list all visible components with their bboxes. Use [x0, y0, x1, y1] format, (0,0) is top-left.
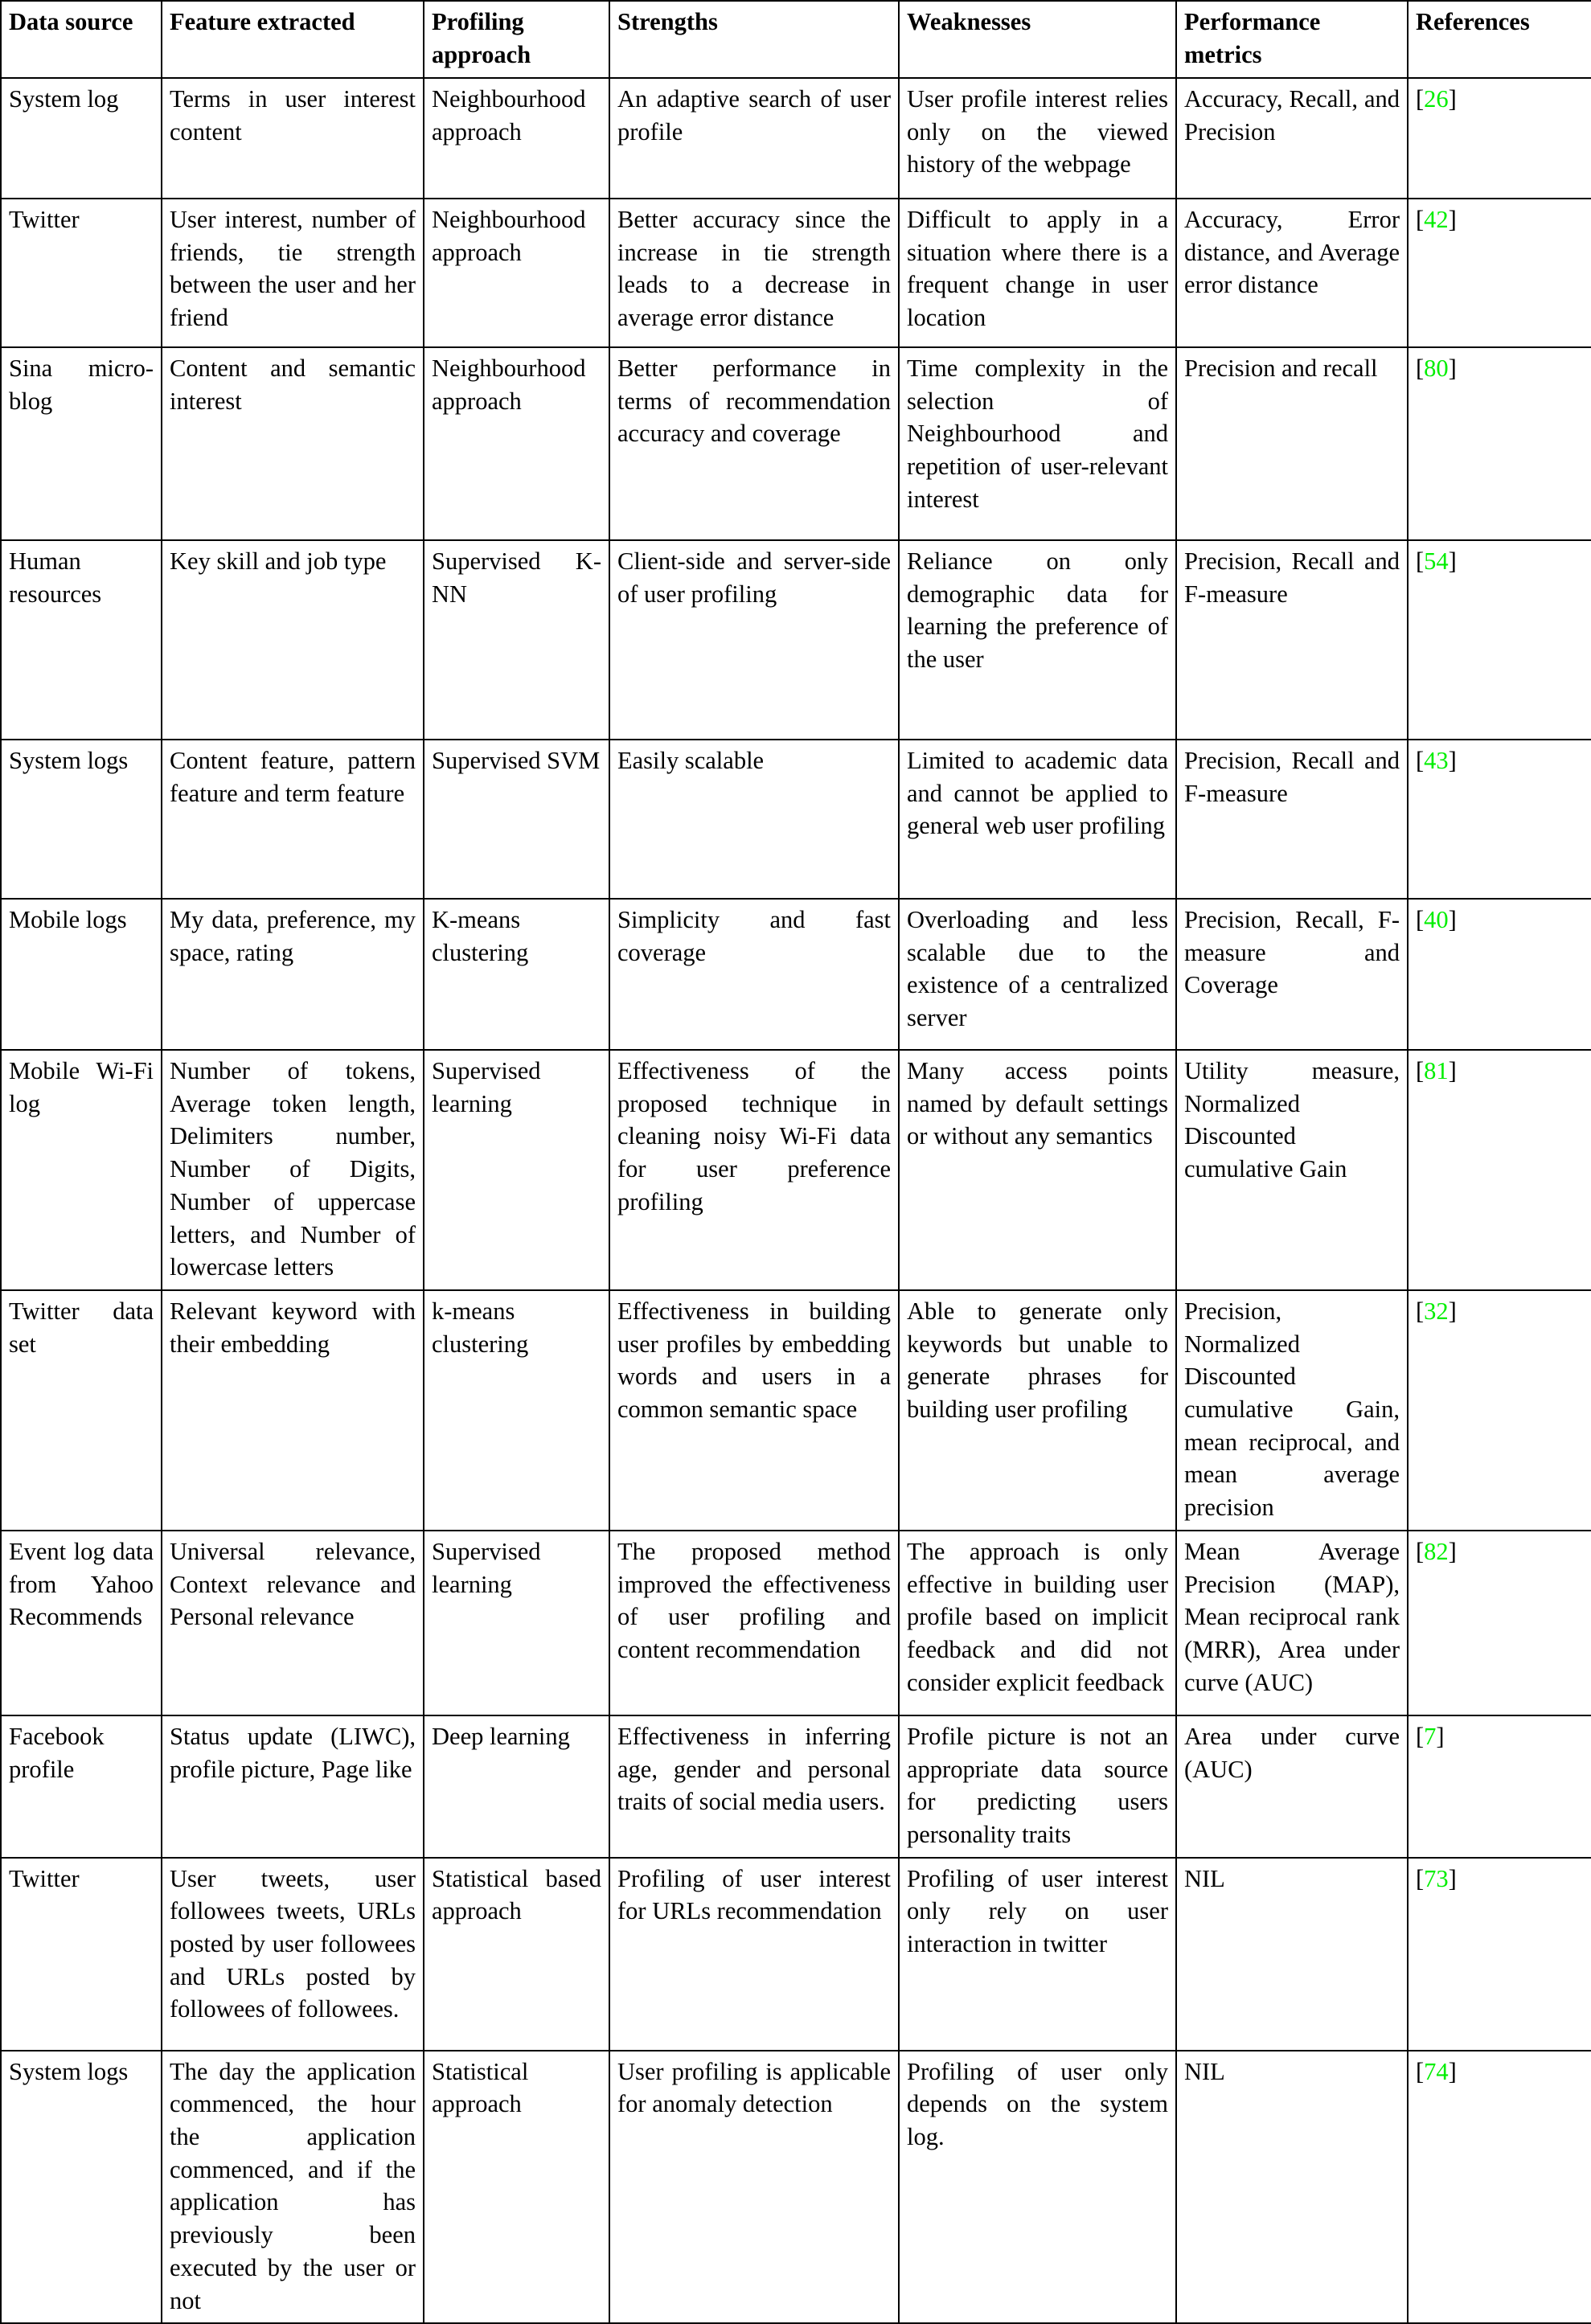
- cell-profiling-approach: [424, 540, 609, 740]
- cell-data-source-text: System log: [9, 85, 119, 113]
- cell-feature-extracted: [162, 1858, 424, 2051]
- bracket-close: ]: [1448, 547, 1457, 575]
- cell-strengths: [609, 899, 899, 1050]
- cell-profiling-approach: [424, 1858, 609, 2051]
- cell-feature-extracted: [162, 347, 424, 540]
- cell-strengths-text: Effectiveness in building user profiles by embedding words and users in a common semantic space: [617, 1297, 891, 1424]
- column-header-data-source: Data source: [1, 1, 162, 78]
- cell-performance-metrics: [1176, 1050, 1408, 1290]
- bracket-open: [: [1416, 1722, 1425, 1750]
- cell-strengths-text: Easily scalable: [617, 747, 765, 774]
- cell-profiling-approach-text: Supervised SVM: [432, 747, 601, 774]
- cell-data-source: [1, 1050, 162, 1290]
- bracket-close: ]: [1448, 355, 1457, 382]
- reference-citation[interactable]: [1416, 85, 1457, 113]
- cell-weaknesses: [899, 2051, 1176, 2324]
- cell-strengths-text: An adaptive search of user profile: [617, 85, 891, 146]
- column-header-strengths: Strengths: [609, 1, 899, 78]
- cell-strengths: [609, 1858, 899, 2051]
- cell-reference: [1408, 540, 1591, 740]
- cell-weaknesses-text: Profiling of user interest only rely on user interaction in twitter: [907, 1864, 1168, 1958]
- cell-reference: [1408, 1858, 1591, 2051]
- reference-citation[interactable]: [1416, 1057, 1457, 1084]
- bracket-close: ]: [1436, 1722, 1445, 1750]
- cell-performance-metrics: [1176, 347, 1408, 540]
- reference-number[interactable]: 73: [1424, 1864, 1449, 1892]
- cell-strengths-text: The proposed method improved the effectiveness of user profiling and content recommendation: [617, 1537, 891, 1663]
- cell-profiling-approach-text: Supervised K-NN: [432, 547, 601, 608]
- table-row: [1, 899, 1591, 1050]
- cell-weaknesses-text: User profile interest relies only on the viewed history of the webpage: [907, 85, 1168, 178]
- cell-performance-metrics: [1176, 199, 1408, 347]
- reference-citation[interactable]: [1416, 2058, 1457, 2085]
- cell-profiling-approach-text: K-means clustering: [432, 906, 529, 966]
- cell-data-source-text: System logs: [9, 747, 129, 774]
- cell-performance-metrics: [1176, 1715, 1408, 1858]
- cell-weaknesses: [899, 1858, 1176, 2051]
- cell-profiling-approach: [424, 2051, 609, 2324]
- cell-profiling-approach: [424, 78, 609, 199]
- reference-number[interactable]: 81: [1424, 1057, 1449, 1084]
- cell-data-source-text: Sina micro-blog: [9, 355, 154, 415]
- cell-weaknesses-text: Profile picture is not an appropriate data source for predicting users personality traits: [907, 1722, 1168, 1848]
- cell-feature-extracted-text: User interest, number of friends, tie strength between the user and her friend: [170, 206, 416, 332]
- reference-number[interactable]: 40: [1424, 906, 1449, 933]
- cell-profiling-approach-text: Neighbourhood approach: [432, 206, 586, 266]
- reference-citation[interactable]: [1416, 1723, 1445, 1750]
- reference-citation[interactable]: [1416, 747, 1457, 774]
- cell-feature-extracted: [162, 1050, 424, 1290]
- column-header-profiling-approach: Profiling approach: [424, 1, 609, 78]
- table-row: [1, 199, 1591, 347]
- cell-weaknesses: [899, 899, 1176, 1050]
- cell-performance-metrics-text: Area under curve (AUC): [1184, 1722, 1400, 1783]
- bracket-open: [: [1416, 1864, 1425, 1892]
- reference-number[interactable]: 32: [1424, 1297, 1449, 1325]
- cell-data-source: [1, 1858, 162, 2051]
- cell-strengths: [609, 199, 899, 347]
- reference-citation[interactable]: [1416, 355, 1457, 382]
- bracket-close: ]: [1448, 1057, 1457, 1084]
- cell-weaknesses-text: The approach is only effective in building user profile based on implicit feedback and did not consider explicit feedback: [907, 1537, 1168, 1696]
- cell-data-source-text: Twitter data set: [9, 1297, 154, 1358]
- cell-data-source-text: Facebook profile: [9, 1722, 105, 1783]
- cell-performance-metrics: [1176, 540, 1408, 740]
- bracket-open: [: [1416, 547, 1425, 575]
- cell-performance-metrics-text: Precision, Recall and F-measure: [1184, 747, 1400, 807]
- cell-strengths: [609, 2051, 899, 2324]
- cell-weaknesses-text: Limited to academic data and cannot be applied to general web user profiling: [907, 747, 1168, 840]
- cell-feature-extracted-text: Universal relevance, Context relevance and Personal relevance: [170, 1537, 416, 1631]
- cell-data-source-text: System logs: [9, 2057, 129, 2085]
- reference-citation[interactable]: [1416, 547, 1457, 575]
- cell-reference: [1408, 347, 1591, 540]
- cell-data-source: [1, 347, 162, 540]
- cell-performance-metrics-text: NIL: [1184, 2057, 1225, 2085]
- reference-citation[interactable]: [1416, 1297, 1457, 1325]
- cell-strengths: [609, 740, 899, 899]
- bracket-open: [: [1416, 85, 1425, 113]
- cell-data-source-text: Mobile logs: [9, 906, 127, 933]
- bracket-close: ]: [1448, 1537, 1457, 1565]
- cell-strengths-text: Effectiveness in inferring age, gender and personal traits of social media users.: [617, 1722, 891, 1816]
- cell-data-source: [1, 199, 162, 347]
- table-row: [1, 2051, 1591, 2324]
- cell-performance-metrics: [1176, 2051, 1408, 2324]
- bracket-open: [: [1416, 1537, 1425, 1565]
- cell-performance-metrics-text: Mean Average Precision (MAP), Mean reciprocal rank (MRR), Area under curve (AUC): [1184, 1537, 1400, 1696]
- cell-data-source-text: Mobile Wi-Fi log: [9, 1057, 154, 1117]
- cell-profiling-approach-text: Statistical approach: [432, 2057, 529, 2118]
- cell-weaknesses: [899, 1290, 1176, 1531]
- cell-performance-metrics-text: NIL: [1184, 1864, 1225, 1892]
- cell-performance-metrics-text: Utility measure, Normalized Discounted cumulative Gain: [1184, 1057, 1400, 1183]
- cell-performance-metrics-text: Accuracy, Error distance, and Average error distance: [1184, 206, 1400, 299]
- cell-profiling-approach: [424, 1531, 609, 1715]
- cell-strengths-text: Simplicity and fast coverage: [617, 906, 891, 966]
- cell-performance-metrics: [1176, 740, 1408, 899]
- cell-performance-metrics-text: Precision and recall: [1184, 355, 1378, 382]
- cell-data-source: [1, 1531, 162, 1715]
- cell-feature-extracted: [162, 740, 424, 899]
- cell-performance-metrics-text: Precision, Normalized Discounted cumulative Gain, mean reciprocal, and mean average precision: [1184, 1297, 1400, 1522]
- cell-weaknesses-text: Difficult to apply in a situation where there is a frequent change in user location: [907, 206, 1168, 332]
- bracket-open: [: [1416, 1057, 1425, 1084]
- cell-profiling-approach-text: k-means clustering: [432, 1297, 529, 1358]
- cell-data-source-text: Twitter: [9, 206, 80, 233]
- cell-feature-extracted-text: User tweets, user followees tweets, URLs posted by user followees and URLs posted by followees of followees.: [170, 1864, 416, 2023]
- cell-reference: [1408, 199, 1591, 347]
- table-row: [1, 1715, 1591, 1858]
- cell-weaknesses-text: Able to generate only keywords but unable to generate phrases for building user profiling: [907, 1297, 1168, 1424]
- cell-feature-extracted-text: Relevant keyword with their embedding: [170, 1297, 416, 1358]
- cell-weaknesses-text: Time complexity in the selection of Neighbourhood and repetition of user-relevant interest: [907, 355, 1168, 513]
- cell-weaknesses: [899, 1531, 1176, 1715]
- bracket-open: [: [1416, 747, 1425, 774]
- cell-reference: [1408, 2051, 1591, 2324]
- cell-strengths: [609, 540, 899, 740]
- cell-performance-metrics-text: Precision, Recall and F-measure: [1184, 547, 1400, 608]
- cell-data-source-text: Event log data from Yahoo Recommends: [9, 1537, 154, 1631]
- cell-performance-metrics-text: Accuracy, Recall, and Precision: [1184, 85, 1400, 146]
- cell-feature-extracted: [162, 78, 424, 199]
- cell-reference: [1408, 1531, 1591, 1715]
- cell-feature-extracted: [162, 2051, 424, 2324]
- reference-number[interactable]: 74: [1424, 2057, 1449, 2085]
- cell-profiling-approach: [424, 199, 609, 347]
- cell-data-source-text: Human resources: [9, 547, 102, 608]
- cell-feature-extracted-text: My data, preference, my space, rating: [170, 906, 416, 966]
- cell-profiling-approach-text: Neighbourhood approach: [432, 355, 586, 415]
- table-body: [1, 78, 1591, 2323]
- cell-data-source: [1, 740, 162, 899]
- cell-data-source: [1, 2051, 162, 2324]
- cell-data-source: [1, 78, 162, 199]
- reference-citation[interactable]: [1416, 206, 1457, 233]
- cell-feature-extracted: [162, 1290, 424, 1531]
- table-row: [1, 347, 1591, 540]
- bracket-close: ]: [1448, 85, 1457, 113]
- cell-data-source-text: Twitter: [9, 1864, 80, 1892]
- reference-number[interactable]: 42: [1424, 206, 1449, 233]
- cell-weaknesses: [899, 740, 1176, 899]
- cell-feature-extracted-text: Terms in user interest content: [170, 85, 416, 146]
- cell-weaknesses-text: Reliance on only demographic data for learning the preference of the user: [907, 547, 1168, 674]
- cell-strengths-text: User profiling is applicable for anomaly detection: [617, 2057, 891, 2118]
- reference-number[interactable]: 43: [1424, 747, 1449, 774]
- cell-feature-extracted: [162, 540, 424, 740]
- cell-strengths: [609, 78, 899, 199]
- cell-performance-metrics-text: Precision, Recall, F-measure and Coverage: [1184, 906, 1400, 999]
- column-header-performance-metrics: Performance metrics: [1176, 1, 1408, 78]
- cell-strengths-text: Better performance in terms of recommendation accuracy and coverage: [617, 355, 891, 448]
- cell-feature-extracted-text: The day the application commenced, the hour the application commenced, and if the application has previously been executed by the user or not: [170, 2057, 416, 2314]
- cell-feature-extracted: [162, 1531, 424, 1715]
- column-header-references: References: [1408, 1, 1591, 78]
- cell-feature-extracted-text: Number of tokens, Average token length, Delimiters number, Number of Digits, Number of uppercase letters, and Number of lowercase letters: [170, 1057, 416, 1281]
- column-header-weaknesses: Weaknesses: [899, 1, 1176, 78]
- cell-strengths-text: Client-side and server-side of user profiling: [617, 547, 891, 608]
- bracket-close: ]: [1448, 1864, 1457, 1892]
- column-header-feature-extracted: Feature extracted: [162, 1, 424, 78]
- cell-profiling-approach: [424, 1290, 609, 1531]
- cell-feature-extracted: [162, 899, 424, 1050]
- reference-number[interactable]: 26: [1424, 85, 1449, 113]
- bracket-close: ]: [1448, 747, 1457, 774]
- cell-reference: [1408, 1715, 1591, 1858]
- cell-weaknesses: [899, 347, 1176, 540]
- table-row: [1, 1858, 1591, 2051]
- cell-profiling-approach: [424, 1050, 609, 1290]
- cell-reference: [1408, 78, 1591, 199]
- table-row: [1, 78, 1591, 199]
- cell-profiling-approach: [424, 1715, 609, 1858]
- cell-strengths-text: Effectiveness of the proposed technique in cleaning noisy Wi-Fi data for user preference profiling: [617, 1057, 891, 1215]
- cell-performance-metrics: [1176, 1858, 1408, 2051]
- bracket-close: ]: [1448, 906, 1457, 933]
- table-row: [1, 1050, 1591, 1290]
- cell-weaknesses-text: Many access points named by default settings or without any semantics: [907, 1057, 1168, 1150]
- cell-reference: [1408, 899, 1591, 1050]
- cell-reference: [1408, 1050, 1591, 1290]
- cell-strengths: [609, 1050, 899, 1290]
- cell-data-source: [1, 1290, 162, 1531]
- cell-weaknesses: [899, 1715, 1176, 1858]
- reference-number[interactable]: 7: [1424, 1722, 1437, 1750]
- cell-profiling-approach: [424, 740, 609, 899]
- cell-performance-metrics: [1176, 1290, 1408, 1531]
- cell-strengths: [609, 1715, 899, 1858]
- reference-citation[interactable]: [1416, 1538, 1457, 1565]
- cell-weaknesses-text: Overloading and less scalable due to the existence of a centralized server: [907, 906, 1168, 1032]
- cell-profiling-approach: [424, 347, 609, 540]
- cell-performance-metrics: [1176, 1531, 1408, 1715]
- bracket-open: [: [1416, 206, 1425, 233]
- cell-feature-extracted-text: Status update (LIWC), profile picture, Page like: [170, 1722, 416, 1783]
- cell-profiling-approach-text: Statistical based approach: [432, 1864, 601, 1925]
- cell-performance-metrics: [1176, 899, 1408, 1050]
- bracket-close: ]: [1448, 2057, 1457, 2085]
- cell-profiling-approach-text: Supervised learning: [432, 1537, 541, 1598]
- bracket-close: ]: [1448, 206, 1457, 233]
- cell-weaknesses-text: Profiling of user only depends on the system log.: [907, 2057, 1168, 2151]
- header-row: [1, 1, 1591, 78]
- bracket-open: [: [1416, 2057, 1425, 2085]
- cell-feature-extracted-text: Content feature, pattern feature and term feature: [170, 747, 416, 807]
- table-row: [1, 540, 1591, 740]
- cell-weaknesses: [899, 1050, 1176, 1290]
- cell-profiling-approach-text: Deep learning: [432, 1722, 570, 1750]
- cell-strengths: [609, 1290, 899, 1531]
- table-row: [1, 1290, 1591, 1531]
- cell-reference: [1408, 1290, 1591, 1531]
- bracket-open: [: [1416, 355, 1425, 382]
- cell-strengths-text: Profiling of user interest for URLs recommendation: [617, 1864, 891, 1925]
- cell-profiling-approach-text: Supervised learning: [432, 1057, 541, 1117]
- cell-data-source: [1, 899, 162, 1050]
- cell-performance-metrics: [1176, 78, 1408, 199]
- cell-feature-extracted: [162, 1715, 424, 1858]
- table-row: [1, 740, 1591, 899]
- cell-strengths: [609, 347, 899, 540]
- cell-strengths: [609, 1531, 899, 1715]
- cell-data-source: [1, 1715, 162, 1858]
- cell-profiling-approach: [424, 899, 609, 1050]
- cell-weaknesses: [899, 199, 1176, 347]
- cell-data-source: [1, 540, 162, 740]
- bracket-open: [: [1416, 906, 1425, 933]
- cell-feature-extracted-text: Content and semantic interest: [170, 355, 416, 415]
- cell-feature-extracted: [162, 199, 424, 347]
- bracket-close: ]: [1448, 1297, 1457, 1325]
- reference-citation[interactable]: [1416, 1865, 1457, 1892]
- table-row: [1, 1531, 1591, 1715]
- reference-citation[interactable]: [1416, 906, 1457, 933]
- table-header: [1, 1, 1591, 78]
- cell-profiling-approach-text: Neighbourhood approach: [432, 85, 586, 146]
- cell-weaknesses: [899, 540, 1176, 740]
- reference-number[interactable]: 54: [1424, 547, 1449, 575]
- cell-weaknesses: [899, 78, 1176, 199]
- bracket-open: [: [1416, 1297, 1425, 1325]
- cell-reference: [1408, 740, 1591, 899]
- reference-number[interactable]: 82: [1424, 1537, 1449, 1565]
- cell-feature-extracted-text: Key skill and job type: [170, 547, 387, 575]
- cell-strengths-text: Better accuracy since the increase in tie strength leads to a decrease in average error distance: [617, 206, 891, 332]
- reference-number[interactable]: 80: [1424, 355, 1449, 382]
